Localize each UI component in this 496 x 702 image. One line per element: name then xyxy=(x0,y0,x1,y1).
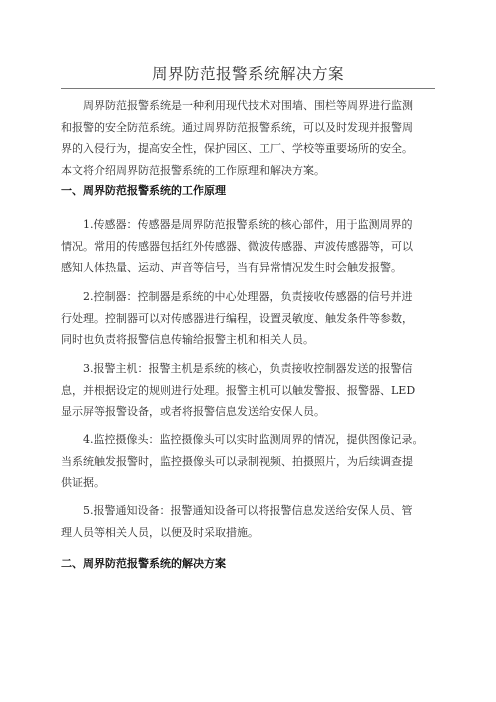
text-line: 同时也负责将报警信息传输给报警主机和相关人员。 xyxy=(61,333,314,346)
text-line: 5.报警通知设备：报警通知设备可以将报警信息发送给安保人员、管 xyxy=(83,504,413,517)
text-line: 3.报警主机：报警主机是系统的核心，负责接收控制器发送的报警信 xyxy=(83,362,413,375)
text-line: 供证据。 xyxy=(61,476,105,489)
text-line: 周界防范报警系统是一种利用现代技术对围墙、围栏等周界进行监测 xyxy=(83,99,413,112)
page-title: 周界防范报警系统解决方案 xyxy=(151,65,344,83)
intro-paragraph xyxy=(61,95,439,181)
text-line: 行处理。控制器可以对传感器进行编程，设置灵敏度、触发条件等参数， xyxy=(61,311,413,325)
text-line: 2.控制器：控制器是系统的中心处理器，负责接收传感器的信号并进 xyxy=(83,290,413,303)
item-paragraph-1 xyxy=(61,214,439,279)
text-line: 息，并根据设定的规则进行处理。报警主机可以触发警报、报警器、LED xyxy=(61,383,416,397)
item-paragraph-4 xyxy=(61,429,439,494)
text-line: 4.监控摄像头：监控摄像头可以实时监测周界的情况，提供图像记录。 xyxy=(83,433,424,446)
item-paragraph-5 xyxy=(61,500,439,543)
item-paragraph-2 xyxy=(61,286,439,351)
text-line: 显示屏等报警设备，或者将报警信息发送给安保人员。 xyxy=(61,405,325,418)
title-underline xyxy=(61,88,435,89)
item-paragraph-3 xyxy=(61,358,439,423)
text-line: 界的入侵行为，提高安全性，保护园区、工厂、学校等重要场所的安全。 xyxy=(61,142,413,155)
text-line: 情况。常用的传感器包括红外传感器、微波传感器、声波传感器等，可以 xyxy=(61,239,413,253)
text-line: 本文将介绍周界防范报警系统的工作原理和解决方案。 xyxy=(61,163,325,177)
text-line: 当系统触发报警时，监控摄像头可以录制视频、拍摄照片，为后续调查提 xyxy=(61,454,413,468)
text-line: 1.传感器：传感器是周界防范报警系统的核心部件，用于监测周界的 xyxy=(83,218,413,231)
text-line: 理人员等相关人员，以便及时采取措施。 xyxy=(61,525,259,539)
section-heading-2: 二、周界防范报警系统的解决方案 xyxy=(61,557,226,570)
text-line: 和报警的安全防范系统。通过周界防范报警系统，可以及时发现并报警周 xyxy=(61,120,413,134)
section-heading-1: 一、周界防范报警系统的工作原理 xyxy=(61,184,226,197)
text-line: 感知人体热量、运动、声音等信号，当有异常情况发生时会触发报警。 xyxy=(61,261,402,274)
